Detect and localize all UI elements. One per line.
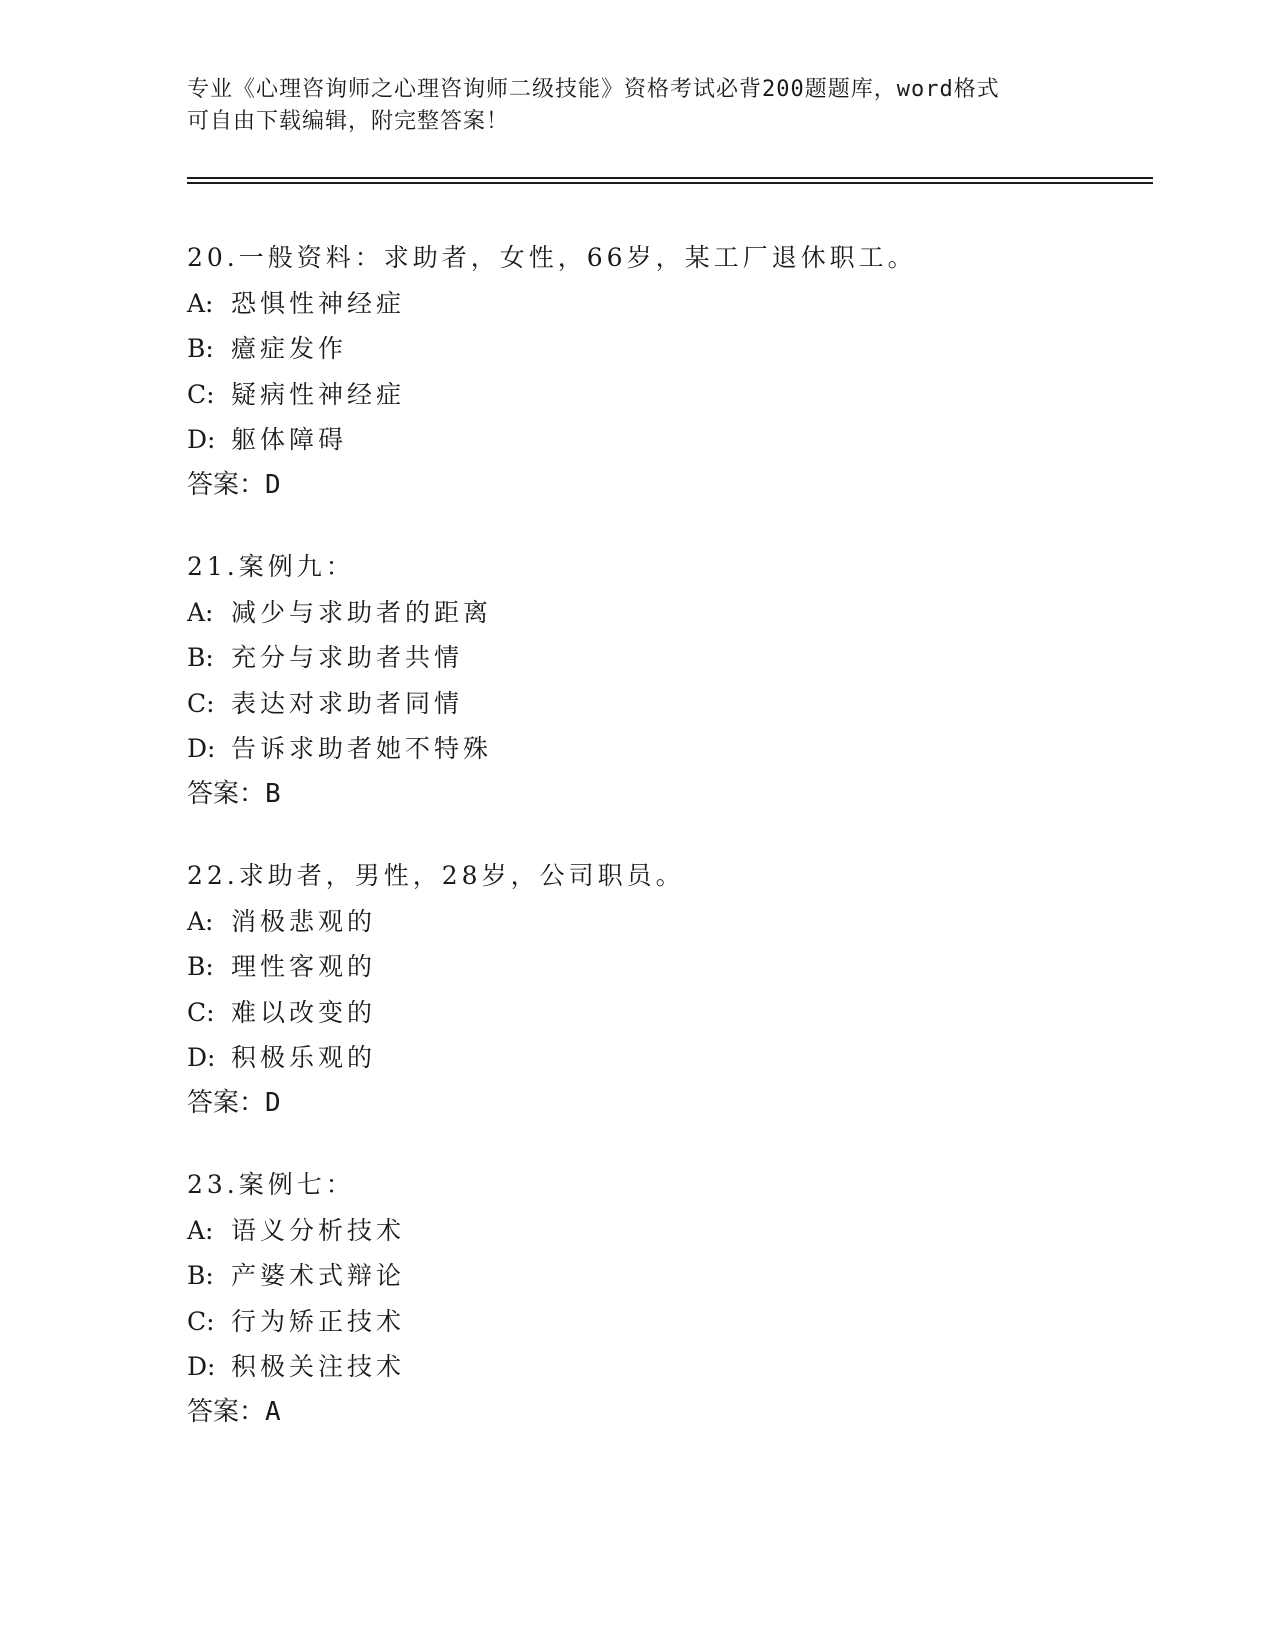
answer-line: 答案：A [187, 1396, 281, 1427]
option-d [187, 417, 1087, 463]
option-letter: B: [187, 952, 214, 981]
question-stem: 22.求助者，男性，28岁，公司职员。 [187, 861, 685, 890]
question-stem: 20.一般资料：求助者，女性，66岁，某工厂退休职工。 [187, 243, 917, 272]
option-text: 恐惧性神经症 [231, 288, 406, 318]
option-text: 产婆术式辩论 [231, 1261, 406, 1290]
option-b [187, 635, 1087, 681]
option-c [187, 990, 1087, 1036]
option-letter: B: [187, 334, 214, 363]
question-stem: 21.案例九： [187, 552, 355, 581]
option-text: 难以改变的 [231, 997, 377, 1027]
option-d [187, 1344, 1087, 1390]
option-letter: C: [187, 1306, 215, 1336]
option-a [187, 281, 1087, 327]
option-letter: A: [187, 906, 214, 936]
option-d [187, 726, 1087, 772]
option-text: 积极乐观的 [231, 1043, 377, 1072]
header-title-line-1: 专业《心理咨询师之心理咨询师二级技能》资格考试必背200题题库，word格式 [187, 77, 1000, 102]
header-divider-top [187, 177, 1153, 179]
option-c [187, 1299, 1087, 1345]
option-letter: D: [187, 425, 216, 454]
option-text: 行为矫正技术 [231, 1306, 406, 1336]
option-letter: C: [187, 688, 215, 718]
option-a [187, 1208, 1087, 1254]
option-letter: C: [187, 379, 215, 409]
option-text: 理性客观的 [231, 952, 377, 981]
answer-line: 答案：D [187, 469, 281, 500]
option-letter: D: [187, 734, 216, 763]
option-text: 告诉求助者她不特殊 [231, 734, 493, 763]
header-divider-bottom [187, 182, 1153, 184]
option-letter: B: [187, 643, 214, 672]
option-letter: D: [187, 1352, 216, 1381]
option-b [187, 944, 1087, 990]
document-header [187, 74, 1087, 138]
option-text: 减少与求助者的距离 [231, 597, 493, 627]
header-title-line-2: 可自由下载编辑，附完整答案！ [187, 109, 510, 134]
option-a [187, 590, 1087, 636]
option-b [187, 326, 1087, 372]
option-letter: C: [187, 997, 215, 1027]
option-a [187, 899, 1087, 945]
option-letter: A: [187, 597, 214, 627]
option-c [187, 681, 1087, 727]
answer-line: 答案：B [187, 778, 281, 809]
question-23 [187, 1162, 1087, 1435]
option-text: 充分与求助者共情 [231, 643, 464, 672]
option-letter: D: [187, 1043, 216, 1072]
question-22 [187, 853, 1087, 1126]
option-c [187, 372, 1087, 418]
option-b [187, 1253, 1087, 1299]
option-letter: B: [187, 1261, 214, 1290]
option-text: 表达对求助者同情 [231, 688, 464, 718]
option-letter: A: [187, 288, 214, 318]
question-list [187, 235, 1087, 1471]
answer-line: 答案：D [187, 1087, 281, 1118]
question-stem: 23.案例七： [187, 1170, 355, 1199]
question-21 [187, 544, 1087, 817]
option-text: 消极悲观的 [231, 906, 377, 936]
option-text: 语义分析技术 [231, 1215, 406, 1245]
option-text: 躯体障碍 [231, 425, 348, 454]
option-d [187, 1035, 1087, 1081]
option-text: 积极关注技术 [231, 1352, 406, 1381]
question-20 [187, 235, 1087, 508]
option-text: 癔症发作 [231, 334, 348, 363]
option-letter: A: [187, 1215, 214, 1245]
option-text: 疑病性神经症 [231, 379, 406, 409]
